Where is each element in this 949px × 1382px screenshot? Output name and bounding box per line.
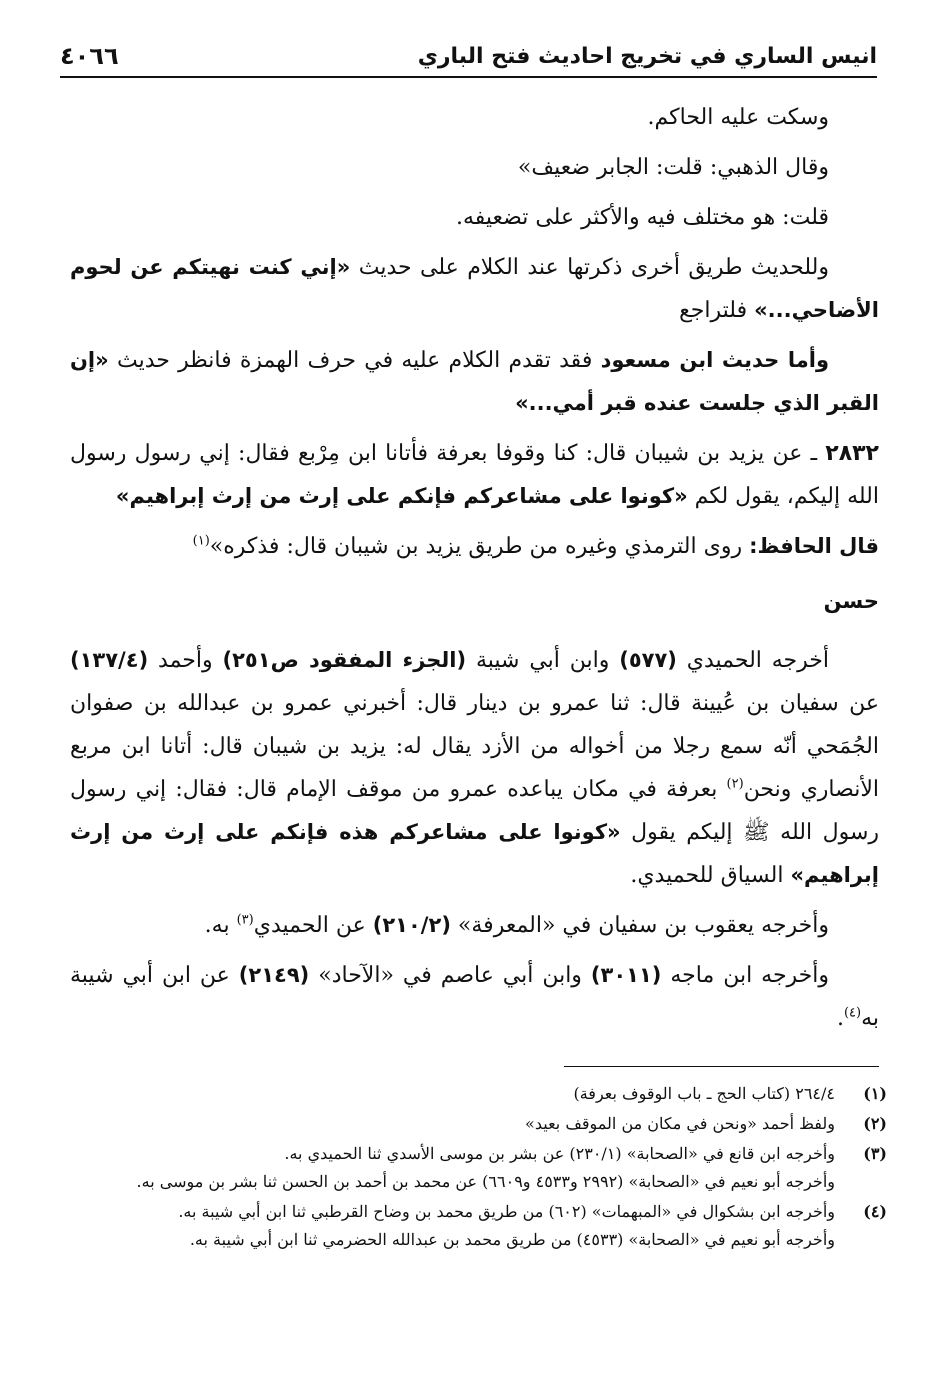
paragraph-6-tail: السياق للحميدي. xyxy=(630,863,784,888)
footnote-text xyxy=(72,1080,835,1108)
page-number: ٤٠٦٦ xyxy=(60,42,119,70)
footnote-divider xyxy=(564,1066,879,1067)
hadith-text: ـ عن يزيد بن شيبان قال: كنا وقوفا بعرفة فأتانا ابن مِرْبع فقال: إني رسول رسول الله إليكم، يقول لكم xyxy=(70,441,879,509)
hadith-quote: «إني كنت نهيتكم عن لحوم الأضاحي...» xyxy=(70,255,879,322)
book-title: انيس الساري في تخريج احاديث فتح الباري xyxy=(417,43,877,69)
footnotes xyxy=(72,1080,887,1256)
footnote-line: وأخرجه ابن بشكوال في «المبهمات» (٦٠٢) من طريق محمد بن وضاح القرطبي ثنا ابن أبي شيبة به. xyxy=(178,1202,835,1221)
footnote-2 xyxy=(72,1110,887,1138)
paragraph-4 xyxy=(70,246,879,332)
paragraph-8 xyxy=(70,954,879,1040)
footnote-4 xyxy=(72,1198,887,1254)
paragraph-1-text: وسكت عليه الحاكم. xyxy=(647,105,829,130)
hafiz-label: قال الحافظ: xyxy=(749,534,879,558)
paragraph-3-text: قلت: هو مختلف فيه والأكثر على تضعيفه. xyxy=(455,205,829,230)
footnote-line: وأخرجه ابن قانع في «الصحابة» (٢٣٠/١) عن بشر بن موسى الأسدي ثنا الحميدي به. xyxy=(284,1144,835,1163)
footnote-text xyxy=(72,1198,835,1254)
paragraph-6 xyxy=(70,639,879,897)
footnote-line: ولفظ أحمد «ونحن في مكان من الموقف بعيد» xyxy=(525,1114,835,1133)
reference-number: (٢١٤٩) xyxy=(238,963,310,987)
paragraph-2 xyxy=(70,146,879,189)
grade-label: حسن xyxy=(823,589,879,613)
footnote-text xyxy=(72,1110,835,1138)
hadith-entry xyxy=(70,432,879,518)
paragraph-7-text: عن الحميدي xyxy=(253,913,366,938)
footnote-ref-2[interactable]: (٢) xyxy=(726,776,744,792)
paragraph-2-text: وقال الذهبي: قلت: الجابر ضعيف» xyxy=(517,155,829,180)
paragraph-6-text: وابن أبي شيبة xyxy=(475,648,610,673)
paragraph-6-text: أخرجه الحميدي xyxy=(686,648,829,673)
paragraph-5-lead: وأما حديث ابن مسعود xyxy=(600,348,830,372)
paragraph-8-text: عن ابن أبي شيبة به xyxy=(70,963,879,1031)
footnote-text xyxy=(72,1140,835,1196)
hadith-quote: «إن القبر الذي جلست عنده قبر أمي...» xyxy=(70,348,879,415)
footnote-line: وأخرجه أبو نعيم في «الصحابة» (٤٥٣٣) من طريق محمد بن عبدالله الحضرمي ثنا ابن أبي شيبة به. xyxy=(189,1230,835,1249)
hadith-quote: «كونوا على مشاعركم هذه فإنكم على إرث من إرث إبراهيم» xyxy=(70,820,879,887)
hadith-number: ٢٨٣٢ xyxy=(825,441,879,466)
footnote-line: وأخرجه أبو نعيم في «الصحابة» (٢٩٩٢ و٤٥٣٣ و٦٦٠٩) عن محمد بن أحمد بن الحسن ثنا بشر بن موسى به. xyxy=(136,1172,835,1191)
paragraph-7-text: وأخرجه يعقوب بن سفيان في «المعرفة» xyxy=(457,913,829,938)
paragraph-1 xyxy=(70,96,879,139)
paragraph-4-text: وللحديث طريق أخرى ذكرتها عند الكلام على حديث xyxy=(358,255,829,280)
paragraph-8-tail: . xyxy=(836,1006,844,1031)
paragraph-6-text: بعرفة في مكان يباعده عمرو من موقف الإمام قال: فقال: إني رسول رسول الله ﷺ إليكم يقول xyxy=(70,777,879,845)
main-text xyxy=(70,96,879,1047)
reference-number: (٥٧٧) xyxy=(619,648,677,672)
hafiz-statement xyxy=(70,525,879,568)
footnote-marker: (٣) xyxy=(863,1144,887,1163)
footnote-ref-3[interactable]: (٣) xyxy=(236,912,254,928)
paragraph-5-text: فقد تقدم الكلام عليه في حرف الهمزة فانظر حديث xyxy=(116,348,593,373)
running-header xyxy=(60,36,877,78)
footnote-ref-4[interactable]: (٤) xyxy=(843,1005,862,1021)
paragraph-6-text: عن سفيان بن عُيينة قال: ثنا عمرو بن دينار قال: أخبرني عمرو بن عبدالله بن صفوان الجُمَحي أنّه سمع رجلا من أخواله من الأزد يقال له: يزيد بن شيبان قال: أتانا ابن مربع الأنصاري ونحن xyxy=(70,691,879,802)
reference-number: (الجزء المفقود ص٢٥١) xyxy=(222,648,467,672)
reference-number: (١٣٧/٤) xyxy=(70,648,149,672)
footnote-line: ٢٦٤/٤ (كتاب الحج ـ باب الوقوف بعرفة) xyxy=(573,1084,835,1103)
paragraph-7-tail: به. xyxy=(204,913,230,938)
paragraph-3 xyxy=(70,196,879,239)
reference-number: (٢١٠/٢) xyxy=(372,913,451,937)
paragraph-5 xyxy=(70,339,879,425)
reference-number: (٣٠١١) xyxy=(590,963,662,987)
hafiz-text: روى الترمذي وغيره من طريق يزيد بن شيبان قال: فذكره» xyxy=(209,534,743,559)
paragraph-8-text: وابن أبي عاصم في «الآحاد» xyxy=(318,963,582,988)
paragraph-6-text: وأحمد xyxy=(158,648,213,673)
grade xyxy=(70,580,879,623)
footnote-ref-1[interactable]: (١) xyxy=(192,533,210,549)
footnote-marker: (٢) xyxy=(863,1114,887,1133)
paragraph-4-tail: فلتراجع xyxy=(679,298,748,323)
paragraph-8-text: وأخرجه ابن ماجه xyxy=(670,963,830,988)
footnote-marker: (١) xyxy=(863,1084,887,1103)
footnote-marker: (٤) xyxy=(863,1202,887,1221)
hadith-quote: «كونوا على مشاعركم فإنكم على إرث من إرث إبراهيم» xyxy=(115,484,688,508)
paragraph-7 xyxy=(70,904,879,947)
footnote-3 xyxy=(72,1140,887,1196)
footnote-1 xyxy=(72,1080,887,1108)
